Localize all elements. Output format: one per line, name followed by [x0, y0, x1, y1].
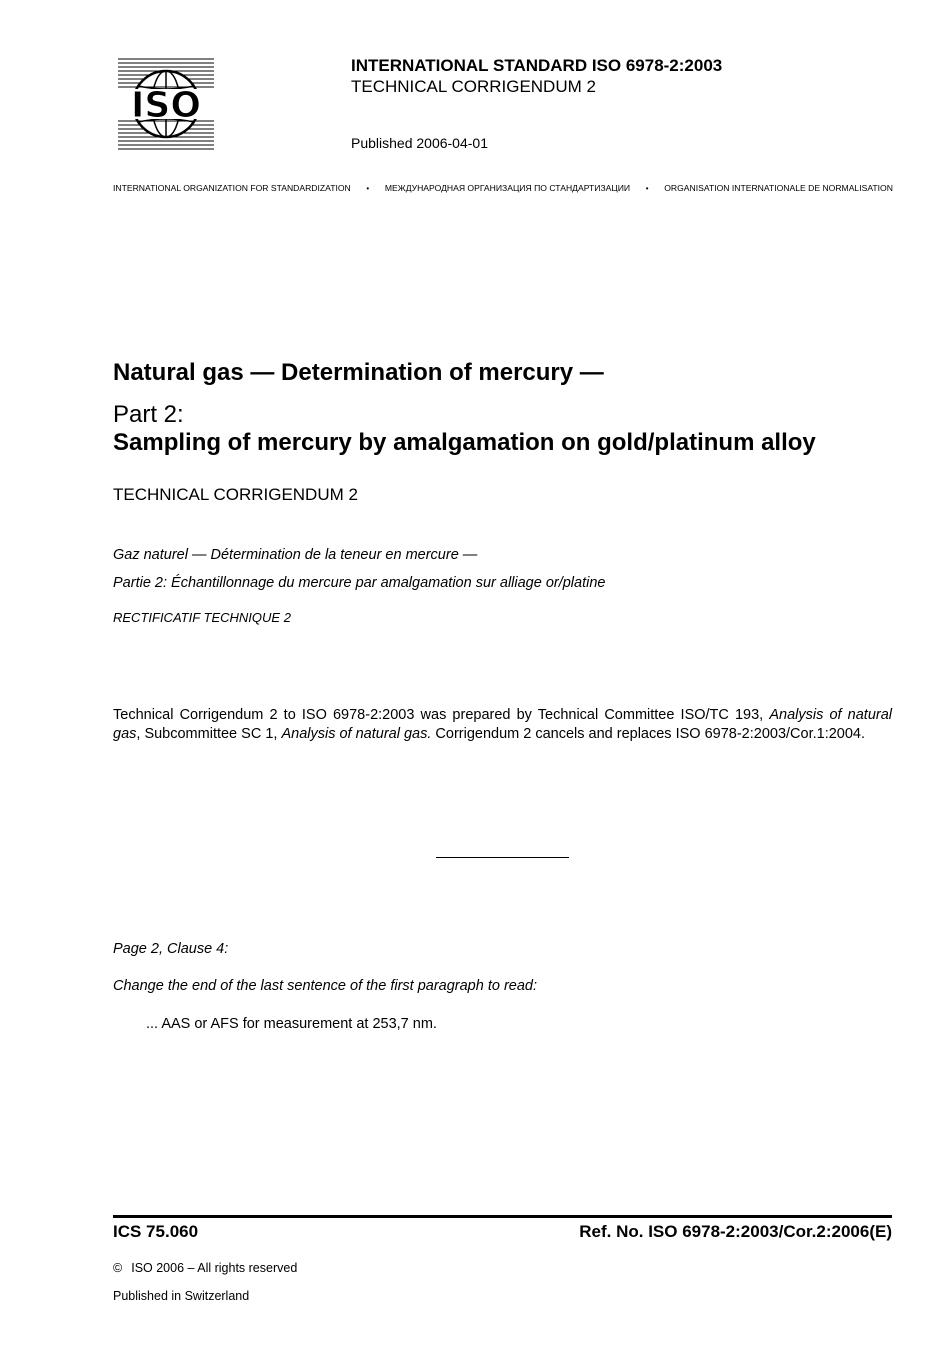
standard-title: INTERNATIONAL STANDARD ISO 6978-2:2003 — [351, 56, 723, 75]
correction-location: Page 2, Clause 4: — [113, 941, 229, 957]
french-title-part: Partie 2: Échantillonnage du mercure par amalgamation sur alliage or/platine — [113, 575, 606, 591]
corrigendum-label: TECHNICAL CORRIGENDUM 2 — [113, 485, 358, 504]
document-part: Part 2: — [113, 401, 184, 428]
french-title-line: Gaz naturel — Détermination de la teneur en mercure — — [113, 547, 478, 563]
published-date: Published 2006-04-01 — [351, 135, 488, 151]
org-separator: • — [645, 184, 649, 193]
organization-line — [113, 183, 893, 194]
corrected-text: ... AAS or AFS for measurement at 253,7 nm. — [146, 1016, 437, 1032]
org-name-french: ORGANISATION INTERNATIONALE DE NORMALISATION — [664, 183, 893, 193]
corrigendum-header-label: TECHNICAL CORRIGENDUM 2 — [351, 77, 596, 96]
org-separator: • — [366, 184, 370, 193]
iso-logo-text: ISO — [131, 85, 201, 126]
document-subtitle: Sampling of mercury by amalgamation on gold/platinum alloy — [113, 429, 816, 456]
subcommittee-title: Analysis of natural gas. — [281, 726, 432, 742]
copyright-notice: © ISO 2006 – All rights reserved — [113, 1261, 298, 1275]
iso-logo — [116, 56, 216, 152]
published-in: Published in Switzerland — [113, 1289, 250, 1303]
committee-title: Analysis of natural gas — [113, 707, 892, 742]
document-title: Natural gas — Determination of mercury — — [113, 359, 604, 386]
reference-number: Ref. No. ISO 6978-2:2003/Cor.2:2006(E) — [579, 1222, 892, 1241]
correction-instruction: Change the end of the last sentence of the first paragraph to read: — [113, 978, 538, 994]
org-name-russian: МЕЖДУНАРОДНАЯ ОРГАНИЗАЦИЯ ПО СТАНДАРТИЗАЦИИ — [384, 183, 631, 193]
french-corrigendum-label: RECTIFICATIF TECHNIQUE 2 — [113, 610, 291, 625]
separator-line — [436, 857, 569, 858]
body-paragraph: Technical Corrigendum 2 to ISO 6978-2:2003 was prepared by Technical Committee ISO/TC 193, Analysis of natural gas, Subcommittee SC 1, Analysis of natural gas. Corrigendum 2 cancels and replaces ISO 6978-2:2003/Cor.1:2004. — [113, 707, 892, 742]
ics-number: ICS 75.060 — [113, 1222, 199, 1241]
footer-rule — [113, 1215, 892, 1218]
copyright-symbol: © — [113, 1261, 123, 1275]
org-name-english: INTERNATIONAL ORGANIZATION FOR STANDARDIZATION — [113, 183, 351, 193]
